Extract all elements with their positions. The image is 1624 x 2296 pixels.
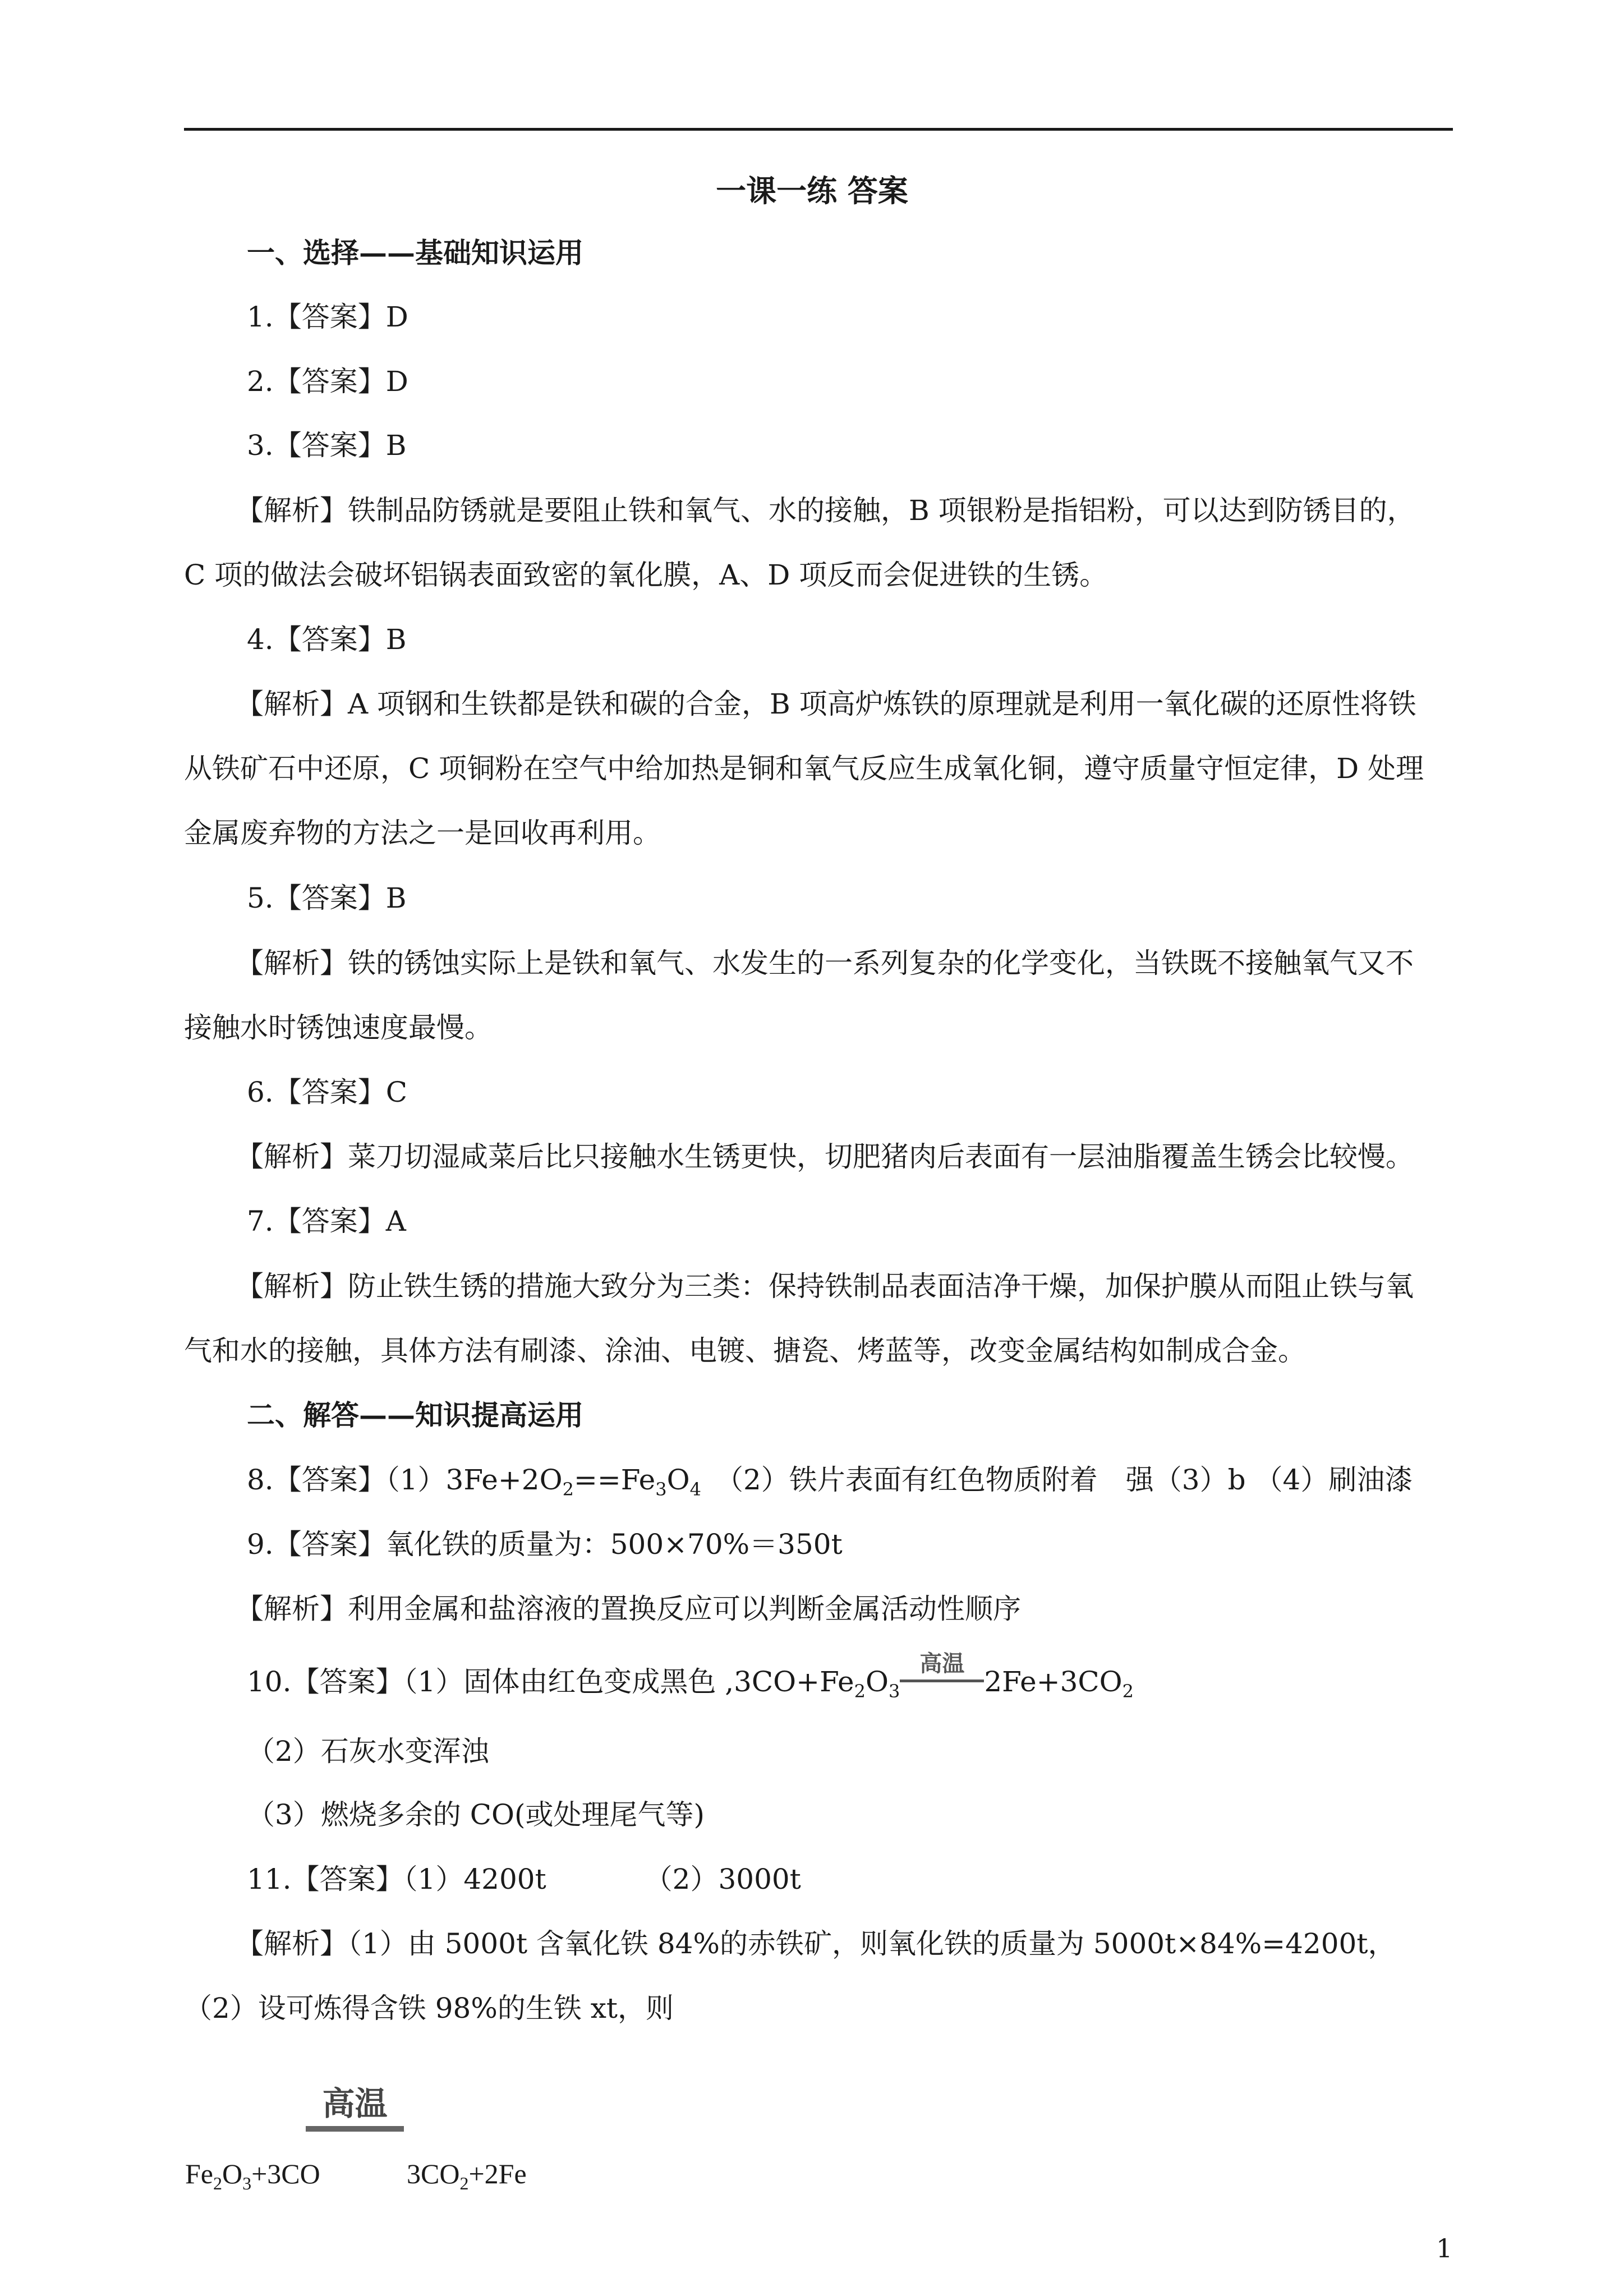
explanation-3-line-2: C 项的做法会破坏铝锅表面致密的氧化膜，A、D 项反而会促进铁的生锈。 (184, 559, 1108, 591)
answer-10-part-3: （3）燃烧多余的 CO(或处理尾气等) (247, 1798, 705, 1831)
reaction-arrow (900, 1651, 984, 1699)
page-title: 一课一练 答案 (716, 173, 908, 209)
section-heading-answer: 二、解答——知识提高运用 (247, 1398, 583, 1432)
explanation-4-line-2: 从铁矿石中还原，C 项铜粉在空气中给加热是铜和氧气反应生成氧化铜，遵守质量守恒定律，D 处理 (184, 752, 1424, 785)
page-number: 1 (1436, 2233, 1453, 2263)
section-heading-choice: 一、选择——基础知识运用 (247, 236, 583, 269)
explanation-4-line-1: 【解析】A 项钢和生铁都是铁和碳的合金，B 项高炉炼铁的原理就是利用一氧化碳的还原性将铁 (236, 688, 1416, 720)
explanation-5-line-1: 【解析】铁的锈蚀实际上是铁和氧气、水发生的一系列复杂的化学变化，当铁既不接触氧气又不 (236, 947, 1414, 979)
answer-6: 6.【答案】C (247, 1076, 407, 1108)
equation-condition-bar (306, 2126, 404, 2132)
header-rule (184, 128, 1453, 131)
answer-1: 1.【答案】D (247, 301, 408, 333)
answer-9: 9.【答案】氧化铁的质量为：500×70%＝350t (247, 1528, 843, 1561)
equation-condition-label: 高温 (322, 2085, 388, 2123)
explanation-7-line-1: 【解析】防止铁生锈的措施大致分为三类：保持铁制品表面洁净干燥，加保护膜从而阻止铁与氧 (236, 1270, 1414, 1303)
explanation-7-line-2: 气和水的接触，具体方法有刷漆、涂油、电镀、搪瓷、烤蓝等，改变金属结构如制成合金。 (184, 1335, 1306, 1367)
answer-5: 5.【答案】B (247, 882, 407, 914)
reaction-condition-label: 高温 (919, 1651, 965, 1677)
explanation-6-line-1: 【解析】菜刀切湿咸菜后比只接触水生锈更快，切肥猪肉后表面有一层油脂覆盖生锈会比较慢。 (236, 1140, 1414, 1173)
explanation-5-line-2: 接触水时锈蚀速度最慢。 (184, 1011, 493, 1044)
answer-7: 7.【答案】A (247, 1205, 406, 1237)
explanation-9: 【解析】利用金属和盐溶液的置换反应可以判断金属活动性顺序 (236, 1593, 1021, 1625)
answer-10: 10.【答案】（1）固体由红色变成黑色 $,3CO+Fe_2O_3$ 高温 $2Fe+3CO_2$ (247, 1651, 1134, 1702)
answer-10-part-2: （2）石灰水变浑浊 (247, 1735, 489, 1768)
explanation-4-line-3: 金属废弃物的方法之一是回收再利用。 (184, 817, 661, 849)
explanation-3-line-1: 【解析】铁制品防锈就是要阻止铁和氧气、水的接触，B 项银粉是指铝粉，可以达到防锈目的， (236, 494, 1415, 527)
explanation-11-line-2: （2）设可炼得含铁 98%的生铁 xt，则 (184, 1992, 674, 2024)
answer-4: 4.【答案】B (247, 623, 407, 656)
explanation-11-line-1: 【解析】（1）由 5000t 含氧化铁 84%的赤铁矿，则氧化铁的质量为 5000t×84%=4200t， (236, 1927, 1396, 1960)
answer-3: 3.【答案】B (247, 429, 407, 462)
equation-right-side: $3CO_2+2Fe$ (407, 2158, 527, 2193)
answer-2: 2.【答案】D (247, 365, 408, 398)
answer-11: 11.【答案】（1）4200t （2）3000t (247, 1863, 801, 1895)
equation-left-side: $Fe_2O_3+3CO$ (185, 2158, 320, 2193)
answer-8: 8.【答案】$(1)3Fe+2O_2==Fe_3O_4$ （2）铁片表面有红色物质附着 强（3）b （4）刷油漆 (247, 1464, 1413, 1500)
